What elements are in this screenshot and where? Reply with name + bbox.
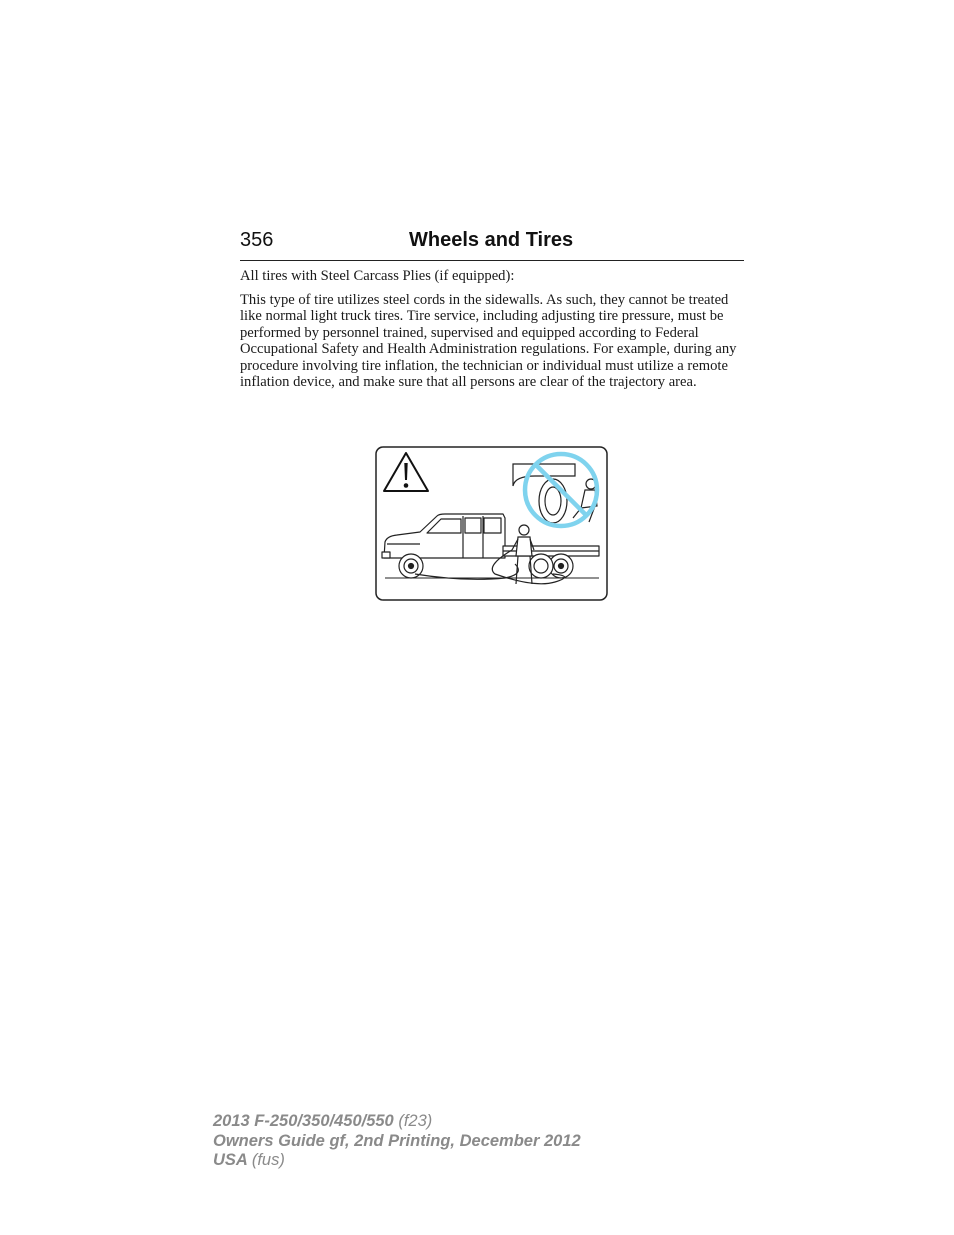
footer-guide: Owners Guide gf, 2nd Printing, December 2012 (213, 1131, 581, 1150)
page-header (240, 229, 744, 261)
document-footer (213, 1112, 581, 1171)
footer-model-code: (f23) (398, 1112, 433, 1130)
footer-market-code: (fus) (251, 1151, 285, 1169)
intro-paragraph: All tires with Steel Carcass Plies (if equipped): (240, 268, 515, 284)
steel-ply-paragraph: This type of tire utilizes steel cords in the sidewalls. As such, they cannot be treated like normal light truck tires. Tire service, including adjusting tire pressure, must be performed by personnel trained, supervised and equipped according to Federal Occupational Safety and Health Administration regulations. For example, during any procedure involving tire inflation, the technician or individual must utilize a remote inflation device, and make sure that all persons are clear of the trajectory area. (240, 292, 737, 391)
section-title: Wheels and Tires (409, 229, 574, 251)
remote-inflation-illustration (375, 446, 608, 601)
footer-model: 2013 F-250/350/450/550 (213, 1112, 394, 1130)
footer-market: USA (213, 1151, 248, 1169)
page-number: 356 (240, 229, 274, 251)
